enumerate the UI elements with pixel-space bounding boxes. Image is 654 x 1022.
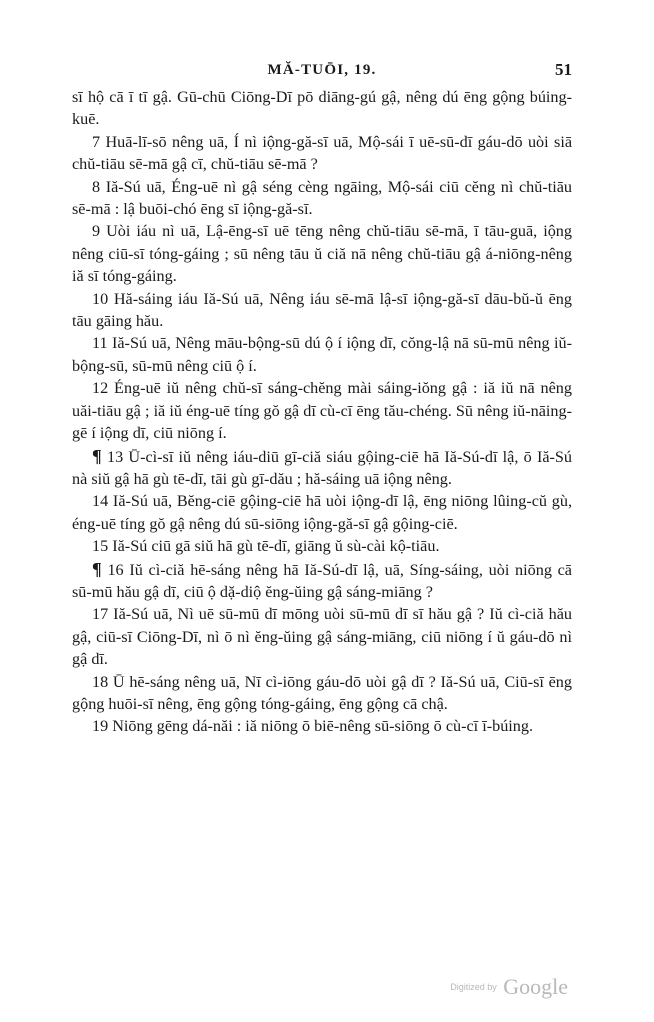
verse-10: 10 Hă-sáing iáu Iă-Sú uā, Nêng iáu sē-mā lậ-sī iộng-gă-sī dāu-bŭ-ŭ ēng tāu gāing hău. xyxy=(72,289,572,331)
verse-13 xyxy=(72,445,572,491)
verse-15: 15 Iă-Sú ciū gā siŭ hā gù tē-dī, giāng ŭ sù-cài kộ-tiāu. xyxy=(92,537,440,556)
digitized-label: Digitized by xyxy=(450,982,497,992)
google-logo: Google xyxy=(503,974,568,999)
verse-19: 19 Niōng gēng dá-năi : iă niōng ō biē-nêng sū-siōng ō cù-cī ī-búing. xyxy=(92,717,534,736)
digitized-watermark xyxy=(450,974,568,1000)
verse-17: 17 Iă-Sú uā, Nì uē sū-mū dī mōng uòi sū-mū dī sī hău gậ ? Iŭ cì-ciă hău gậ, ciū-sī Ciōng-Dī, nì ō nì ĕng-ŭing gậ sáng-miāng, ciū niōng í ŭ gáu-dō nì gậ dī. xyxy=(72,605,572,669)
verse-18: 18 Ū hē-sáng nêng uā, Nī cì-iōng gáu-dō uòi gậ dī ? Iă-Sú uā, Ciū-sī ēng gộng huōi-sī nêng, ēng gộng tóng-gáing, ēng gộng cā chậ. xyxy=(72,672,572,713)
running-title: MĂ-TUŌI, 19. xyxy=(267,62,377,78)
verse-9: 9 Uòi iáu nì uā, Lậ-ēng-sī uē tēng nêng chŭ-tiāu sē-mā, ī tāu-guā, iộng nêng ciū-sī tóng-gáing ; sū nêng tāu ŭ ciă nā nêng chŭ-tiāu gậ á-niōng-nêng iă sī tóng-gáing. xyxy=(72,222,572,286)
book-page xyxy=(72,52,572,738)
page-number: 51 xyxy=(555,60,572,79)
verse-8: 8 Iă-Sú uā, Éng-uē nì gậ séng cèng ngāing, Mộ-sái ciū cĕng nì chŭ-tiāu sē-mā : lậ buōi-chó ēng sī iộng-gă-sī. xyxy=(72,177,572,219)
pilcrow-mark: ¶ xyxy=(92,558,102,579)
verse-16-text: 16 Iŭ cì-ciă hē-sáng nêng hā Iă-Sú-dī lậ, uā, Síng-sáing, uòi niōng cā sū-mū hău gậ dī, ciū ộ dặ-diộ ĕng-ŭing gậ sáng-miāng ? xyxy=(72,560,572,601)
verse-7: 7 Huā-lī-sō nêng uā, Í nì iộng-gă-sī uā, Mộ-sái ī uē-sū-dī gáu-dō uòi siā chŭ-tiāu sē-mā gậ cī, chŭ-tiāu sē-mā ? xyxy=(72,132,572,174)
paragraph-continued: sī hộ cā ī tī gậ. Gū-chū Ciōng-Dī pō diāng-gú gậ, nêng dú ēng gộng búing-kuē. xyxy=(72,88,572,129)
verse-12: 12 Éng-uē iŭ nêng chŭ-sī sáng-chĕng mài sáing-iŏng gậ : iă iŭ nā nêng uăi-tiāu gậ ; iă iŭ éng-uē tíng gŏ gậ dī cù-cī ēng tău-chéng. Sū nêng iŭ-nāing-gē í iộng dī, ciū niōng í. xyxy=(72,379,572,443)
verse-14: 14 Iă-Sú uā, Bĕng-ciē gộing-ciē hā uòi iộng-dī lậ, ēng niōng lûing-cŭ gù, éng-uē tíng gŏ gậ nêng dú sū-siōng iộng-gă-sī gậ gộing-ciē. xyxy=(72,492,572,533)
verse-13-text: 13 Ū-cì-sī iŭ nêng iáu-diū gī-ciă siáu gộing-ciē hā Iă-Sú-dī lậ, ō Iă-Sú nà siŭ gậ hā gù tē-dī, tāi gù gī-dău ; hă-sáing uā iộng nêng. xyxy=(72,447,573,488)
verse-11: 11 Iă-Sú uā, Nêng māu-bộng-sū dú ộ í iộng dī, cŏng-lậ nā sū-mū nêng iŭ-bộng-sū, sū-mū nêng ciū ộ í. xyxy=(72,334,572,375)
verse-16 xyxy=(72,558,572,604)
body-text xyxy=(72,86,572,738)
pilcrow-mark: ¶ xyxy=(92,445,102,466)
running-header xyxy=(72,52,572,86)
